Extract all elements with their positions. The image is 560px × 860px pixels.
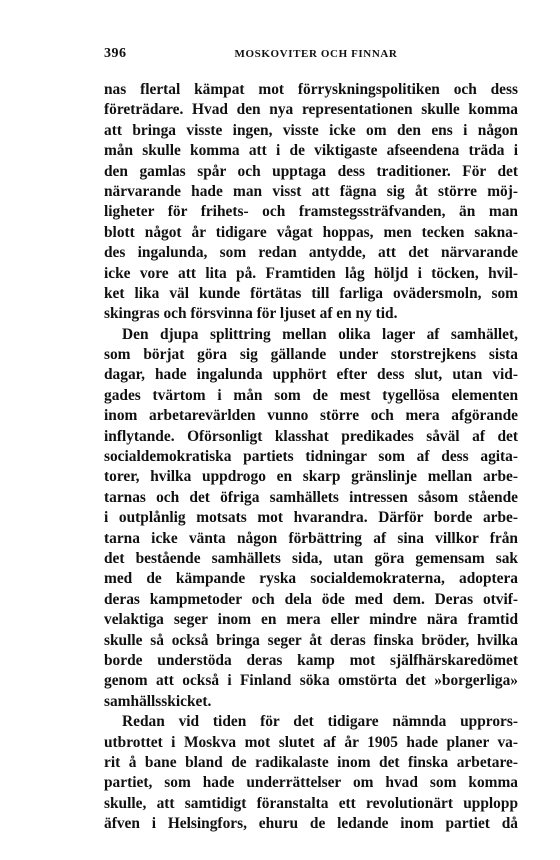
text-line: som börjat göra sig gällande under storstrejkens sista — [104, 346, 518, 364]
text-line: att bringa visste ingen, visste icke om den ens i någon — [104, 121, 518, 139]
text-line: socialdemokratiska partiets tidningar som af dess agita- — [104, 448, 518, 466]
page-header — [104, 46, 518, 66]
text-line: Redan vid tiden för det tidigare nämnda upprors- — [122, 713, 518, 731]
text-line: inflytande. Oförsonligt klasshat predikades såväl af det — [104, 427, 518, 445]
text-line: nas flertal kämpat mot förryskningspolitiken och dess — [104, 81, 518, 98]
text-line: samhällsskicket. — [104, 692, 212, 710]
text-line: rit å bane bland de radikalaste inom det finska arbetare- — [104, 753, 518, 771]
text-line: borde understöda deras kamp mot själfhärskaredömet — [104, 651, 518, 669]
text-line: deras kampmetoder och dela öde med dem. Deras otvif- — [104, 590, 518, 608]
text-line: närvarande hade man visst att fägna sig åt större möj- — [104, 182, 518, 200]
text-line: mån skulle komma att i de viktigaste afseendena träda i — [104, 142, 518, 160]
text-line: tarnas och det öfriga samhällets intressen såsom stående — [104, 488, 518, 506]
text-line: des ingalunda, som redan antydde, att det närvarande — [104, 244, 518, 262]
text-line: gades tvärtom i mån som de mest tygellösa elementen — [104, 386, 518, 404]
text-line: den gamlas spår och upptaga dess traditioner. För det — [104, 162, 518, 180]
text-line: skulle, att samtidigt föranstalta ett revolutionärt upplopp — [104, 794, 518, 812]
page-number: 396 — [104, 46, 127, 61]
text-line: inom arbetarevärlden vunno större och mera afgörande — [104, 407, 518, 425]
running-title: MOSKOVITER OCH FINNAR — [234, 48, 398, 60]
text-line: utbrottet i Moskva mot slutet af år 1905 hade planer va- — [104, 733, 518, 751]
text-line: dagar, hade ingalunda upphört efter dess slut, utan vid- — [104, 366, 518, 384]
text-line: torer, hvilka uppdrogo en skarp gränslinje mellan arbe- — [104, 468, 518, 486]
text-line: företrädare. Hvad den nya representationen skulle komma — [104, 101, 518, 119]
text-line: blott något år tidigare vågat hoppas, men tecken sakna- — [104, 223, 518, 241]
text-line: velaktiga seger inom en mera eller mindre nära framtid — [104, 611, 518, 629]
text-line: partiet, som hade underrättelser om hvad som komma — [104, 774, 518, 792]
text-line: genom att också i Finland söka omstörta det »borgerliga» — [104, 672, 518, 690]
text-line: i outplånlig motsats mot hvarandra. Därför borde arbe- — [104, 509, 518, 527]
text-line: ket lika väl kunde förtätas till farliga ovädersmoln, som — [104, 284, 518, 302]
text-line: med de kämpande ryska socialdemokraterna, adoptera — [104, 570, 518, 588]
body-text — [104, 80, 518, 834]
text-line: tarna icke vänta någon förbättring af sina villkor från — [104, 529, 518, 547]
text-line: Den djupa splittring mellan olika lager af samhället, — [122, 325, 518, 343]
text-line: äfven i Helsingfors, ehuru de ledande inom partiet då — [104, 815, 518, 833]
text-line: icke vore att lita på. Framtiden låg höljd i töcken, hvil- — [104, 264, 518, 282]
text-line: skingras och försvinna för ljuset af en ny tid. — [104, 305, 398, 323]
text-line: det bestående samhällets sida, utan göra gemensam sak — [104, 549, 518, 567]
text-line: skulle så också bringa seger åt deras finska bröder, hvilka — [104, 631, 518, 649]
text-line: ligheter för frihets- och framstegssträfvanden, än man — [104, 203, 518, 221]
